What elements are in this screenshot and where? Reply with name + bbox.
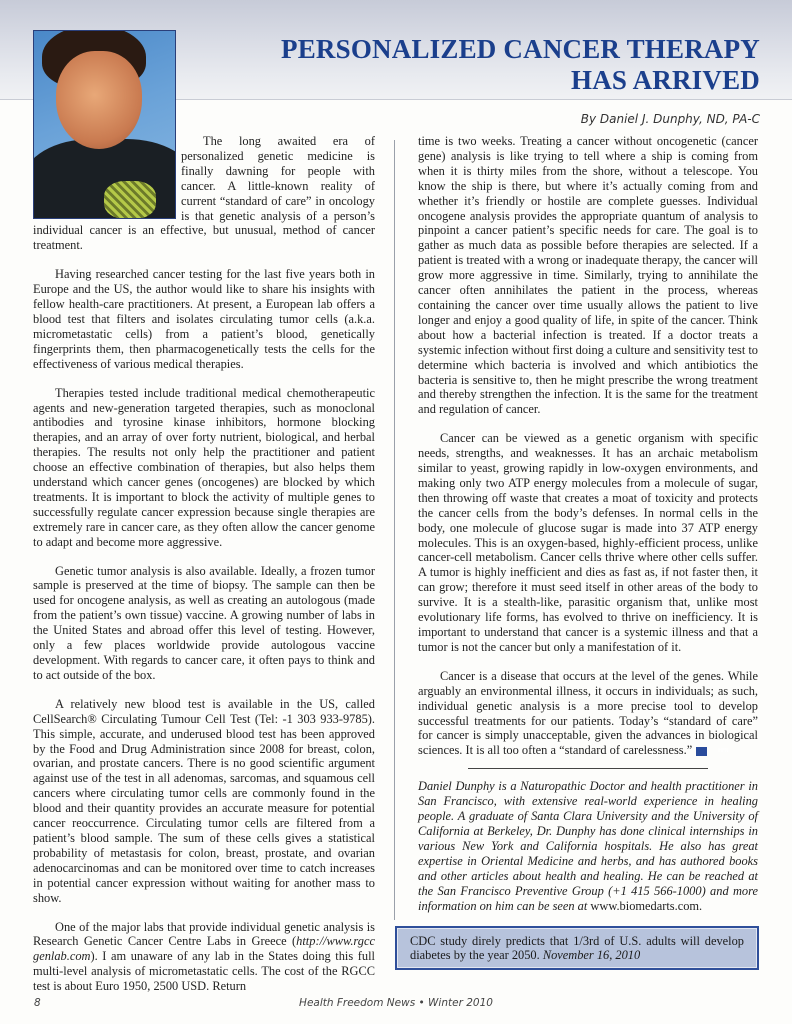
intro-paragraph: [33, 134, 375, 253]
body-paragraph: Cancer can be viewed as a genetic organism with specific needs, strengths, and weaknesses. It has an archaic metabolism similar to yeast, growing rapidly in low-oxygen environments, and making only two ATP energy molecules from a molecule of sugar, then throwing off waste that creates a moat of toxicity and protects the cancer cells from the body’s defenses. In normal cells in the body, one molecule of glucose sugar is made into 37 ATP energy molecules. This is an oxygen-based, highly-efficient process, unlike cancer-cell metabolism. Cancer cells thrive where other cells suffer. A tumor is highly inefficient and dies as fast as, if not faster then, it can grow; therefore it must seed itself in other areas of the body to survive. It is a stealth-like, parasitic organism that, unlike most evolutionary life forms, has evolved to thrive on inefficiency. It is important to understand that cancer is a systemic illness and that a tumor is not the cancer but only a manifestation of it.: [418, 431, 758, 654]
bio-text: Daniel Dunphy is a Naturopathic Doctor and health practitioner in San Francisco, with extensive real-world experience in healing people. A graduate of Santa Clara University and the University of California at Berkeley, Dr. Dunphy has done clinical internships in various New York and California hospitals. He also has great expertise in Oriental Medicine and herbs, and has authored books and other articles about health and healing. He can be reached at the San Francisco Preventive Group (+1 415 566-1000) and more information on him can be seen at: [418, 779, 758, 913]
bio-divider: [468, 768, 708, 769]
cdc-callout-inner: [397, 928, 757, 968]
cdc-callout-box: [395, 926, 759, 970]
callout-text: CDC study direly predicts that 1/3rd of U.S. adults will develop diabetes by the year 2050.: [410, 934, 744, 962]
continued-paragraph: time is two weeks. Treating a cancer without oncogenetic (cancer gene) analysis is like trying to tell where a ship is coming from when it is thirty miles from the shore, without a telescope. You know the ship is there, but where it’s actually coming from and whether it’s friendly or hostile are complete guesses. Individual oncogene analysis provides the appropriate quantum of analysis to pinpoint a cancer patient’s specific needs for care. The goal is to gather as much data as possible before therapies are selected. If a patient is treated with a wrong or inadequate therapy, the cancer will grow more aggressive in time. Similarly, trying to annihilate the cancer often annihilates the patient in the process, whereas containing the cancer over time usually allows the patient to live longer and enjoy a good quality of life, in spite of the cancer. Think about how a bacterial infection is treated. If a doctor treats a systemic infection without first doing a culture and sensitivity test to determine which bacteria is involved and which antibiotics the bacteria is sensitive to, then he might prescribe the wrong treatment and thereby strengthen the infection. It is the same for the treatment and regulation of cancer.: [418, 134, 758, 417]
intro-text: The long awaited era of personalized genetic medicine is finally dawning for people with cancer. A little-known reality of current “standard of care” in oncology is that genetic analysis of a person’s individual cancer is an effective, but unusual, method of cancer treatment.: [33, 134, 375, 253]
body-paragraph: [33, 920, 375, 995]
right-column: [418, 134, 758, 927]
title-line-2: HAS ARRIVED: [571, 65, 760, 95]
paragraph-text: One of the major labs that provide individual genetic analysis is Research Genetic Cancer Centre Labs in Greece (: [33, 919, 375, 949]
article-title: [281, 34, 760, 96]
body-paragraph: Therapies tested include traditional medical chemotherapeutic agents and new-generation targeted therapies, such as monoclonal antibodies and tyrosine kinase inhibitors, hormone blocking therapies, and an array of over forty nutrient, biological, and herbal therapies. The results not only help the practitioner and patient choose an effective combination of therapies, but also helps them understand which cancer genes (oncogenes) are blocked by which treatments. It is important to block the activity of multiple genes to successfully regulate cancer expression because single therapies are extremely rare in cancer care, as they often allow the cancer genome to adapt and become more aggressive.: [33, 385, 375, 549]
byline: By Daniel J. Dunphy, ND, PA-C: [580, 112, 760, 126]
title-line-1: PERSONALIZED CANCER THERAPY: [281, 34, 760, 64]
body-paragraph: A relatively new blood test is available in the US, called CellSearch® Circulating Tumour Cell Test (Tel: -1 303 933-9785). This simple, accurate, and underused blood test has been approved by the Food and Drug Administration since 2008 for breast, colon, ovarian, and prostate cancers. There is no good scientific argument against use of the test in all adenomas, sarcomas, and squamous cell cancers where circulating tumor cells are commonly found in the blood and their quantity provides an accurate measure for potential cancer reoccurrence. Circulating tumor cells are filtered from a patient’s blood sample. The sum of these cells gives a statistical probability of metastasis for colon, breast, prostate, and ovarian adenocarcinomas and can be monitored over time to catch increases in potential cancer expression without waiting for another mass to show.: [33, 696, 375, 905]
rgcc-link[interactable]: http://www.rgcc genlab.com: [33, 934, 375, 964]
column-divider: [394, 140, 395, 920]
author-bio: [418, 779, 758, 913]
publication-info: Health Freedom News • Winter 2010: [299, 997, 493, 1009]
paragraph-text: ). I am unaware of any lab in the States doing this full multi-level analysis of micrometastatic cells. The cost of the RGCC test is about Euro 1950, 2500 USD. Return: [33, 949, 375, 994]
page-number: 8: [34, 997, 41, 1009]
left-column: [33, 134, 375, 1008]
paragraph-text: Cancer is a disease that occurs at the level of the genes. While arguably an environmental illness, it occurs in individuals; as such, individual genetic analysis is a more precise tool to develop successful treatments for our patients. Today’s “standard of care” for cancer is simply unacceptable, given the advances in biological sciences. It is all too often a “standard of carelessness.”: [418, 668, 758, 758]
body-paragraph: Having researched cancer testing for the last five years both in Europe and the US, the author would like to share his insights with fellow health-care practitioners. At present, a European lab offers a blood test that filters and isolates circulating tumor cells (a.k.a. micrometastatic cells) from a patient’s blood, genetically fingerprints them, then pharmacogenetically tests the cells for the effectiveness of various medical therapies.: [33, 267, 375, 371]
end-mark-icon: HFN: [696, 747, 707, 756]
body-paragraph: Genetic tumor analysis is also available. Ideally, a frozen tumor sample is preserved at the time of biopsy. The sample can then be used for oncogene analysis, as well as creating an autologous (made from the patient’s own tissue) vaccine. A growing number of labs in the United States and abroad offer this level of testing. However, only a few places worldwide provide autologous vaccine development. With regards to cancer care, it often pays to think and to act outside of the box.: [33, 563, 375, 682]
body-paragraph: [418, 669, 758, 758]
bio-website-link[interactable]: www.biomedarts.com.: [590, 898, 703, 913]
callout-date: November 16, 2010: [542, 948, 641, 962]
photo-wrap-spacer: [33, 134, 181, 216]
